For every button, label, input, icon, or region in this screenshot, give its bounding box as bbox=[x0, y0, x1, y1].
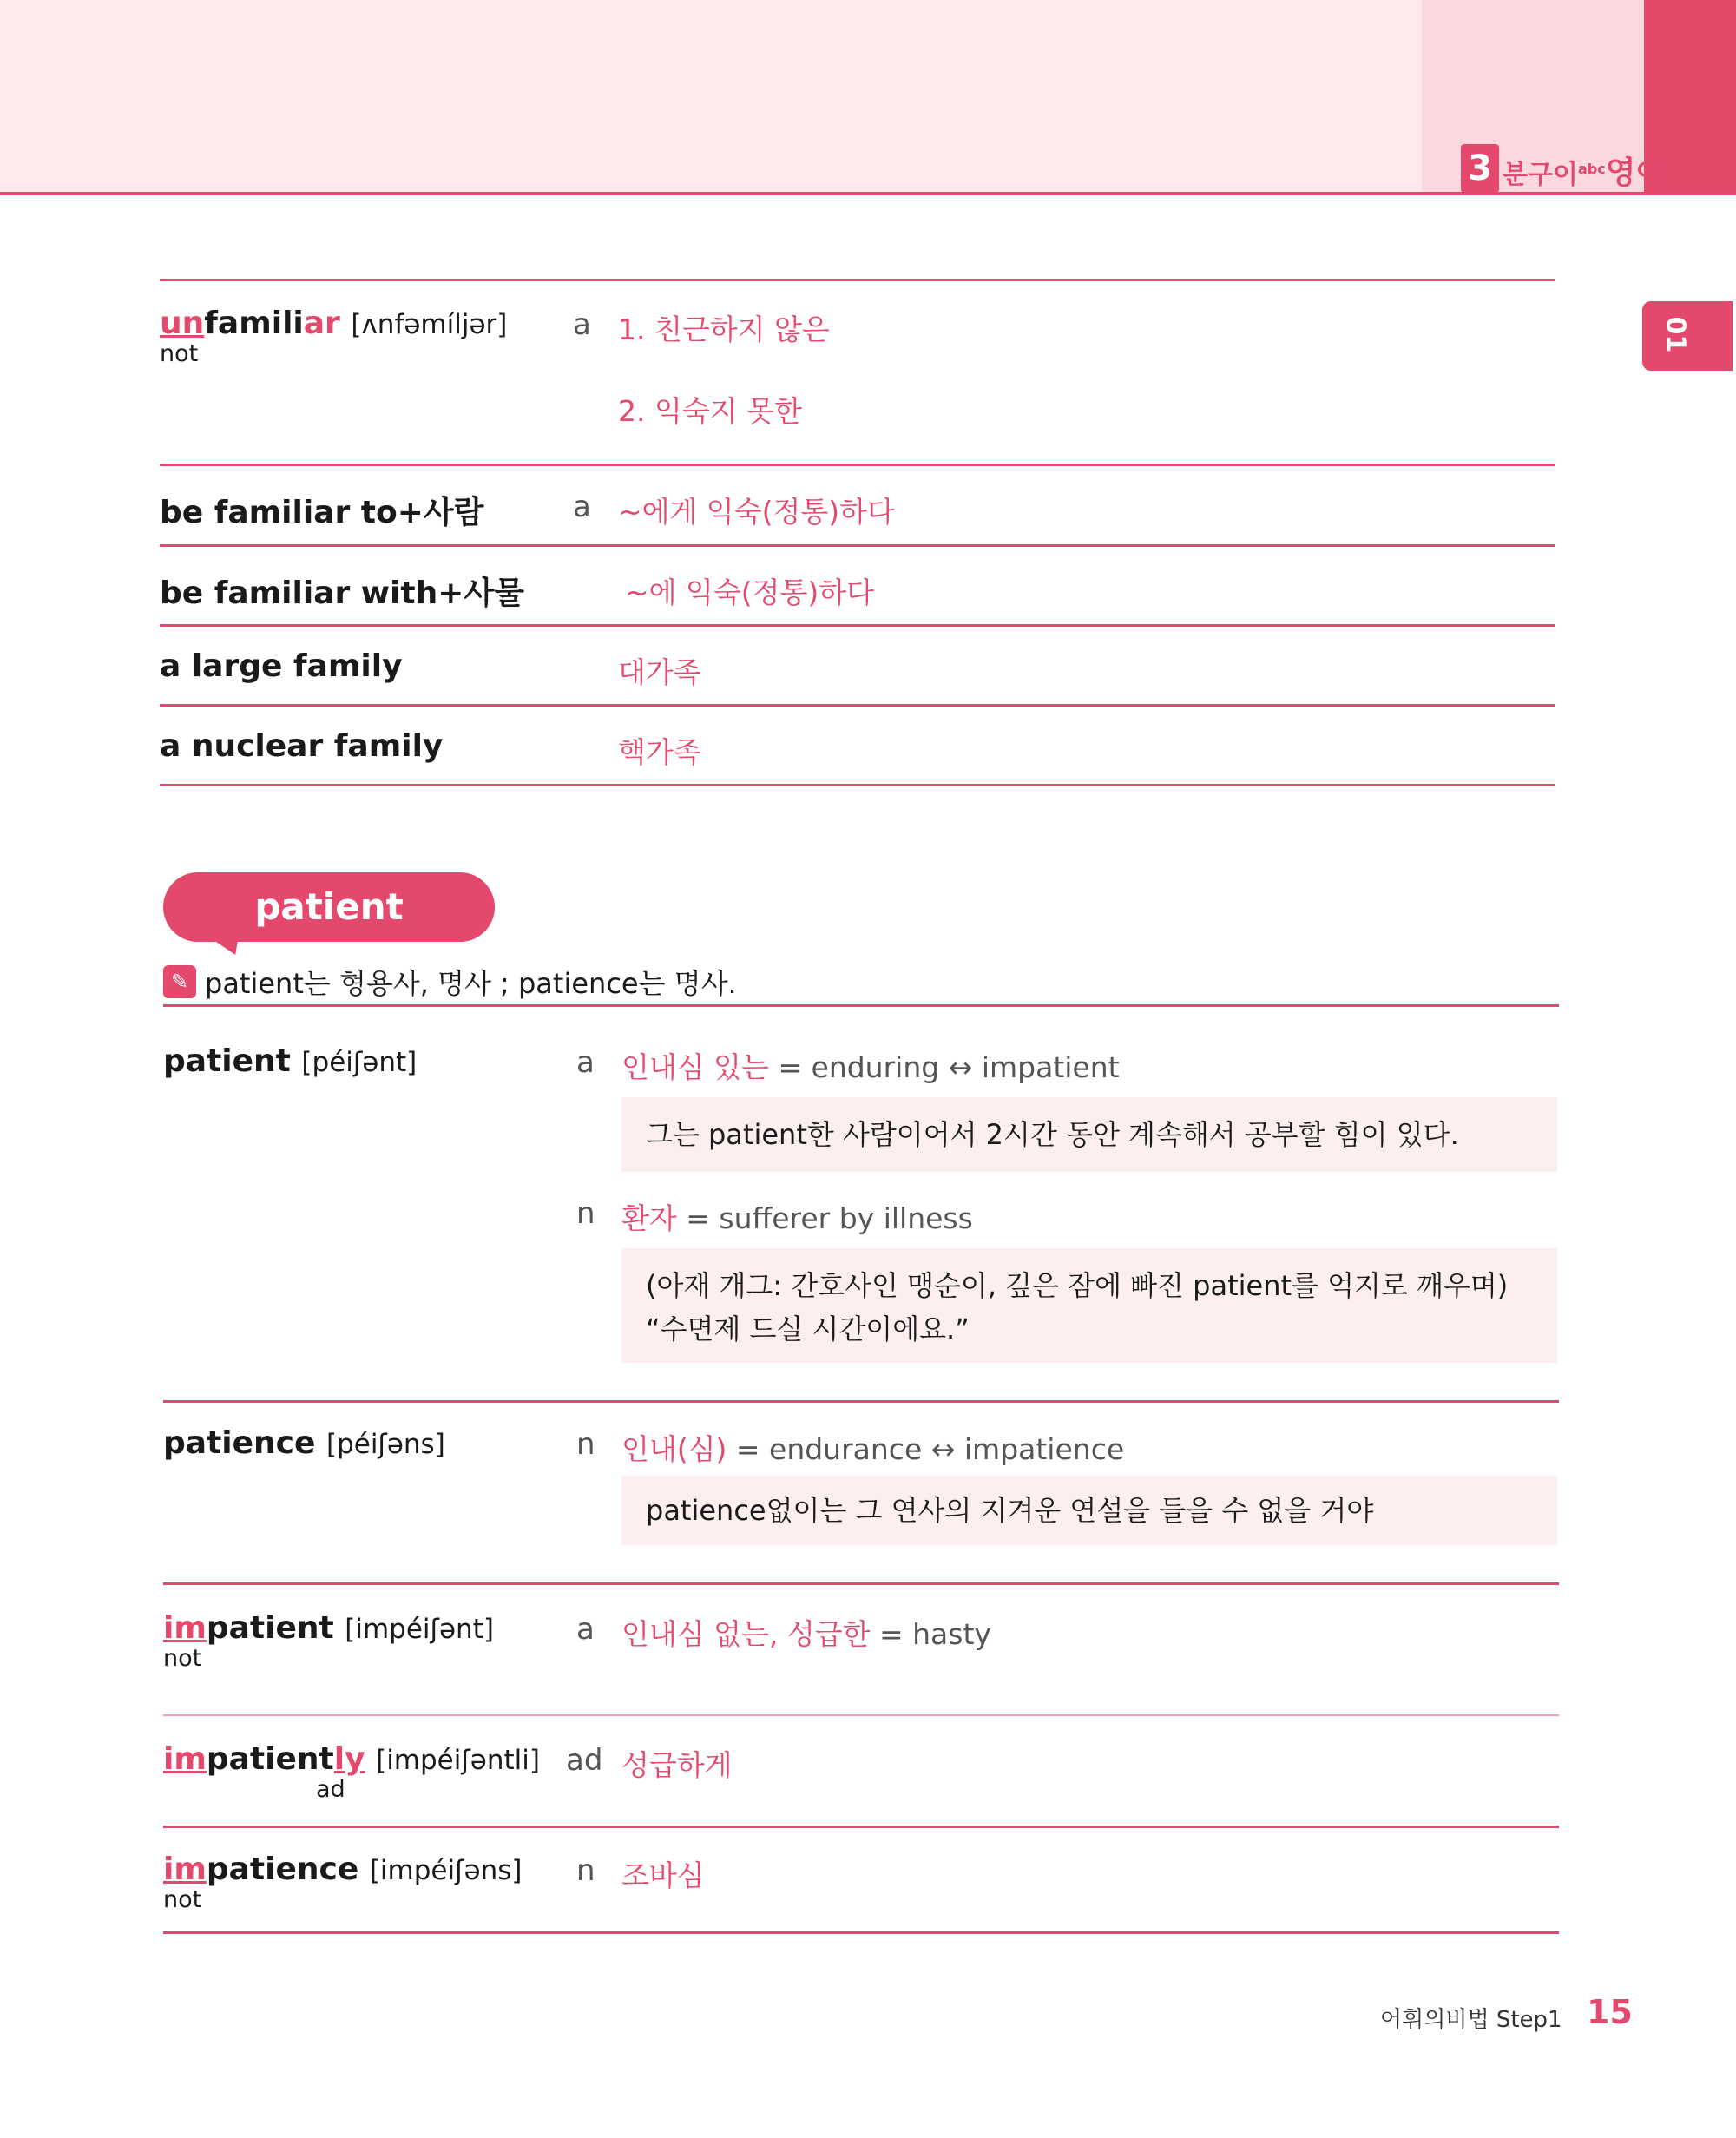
sense bbox=[621, 1045, 1120, 1086]
word-stem: famili bbox=[204, 306, 304, 341]
book-title: 어휘의비법 Step1 bbox=[1380, 2007, 1562, 2033]
logo-small: abc bbox=[1577, 161, 1606, 177]
entry-patience bbox=[163, 1425, 445, 1461]
logo-text: 분구이 bbox=[1503, 160, 1578, 190]
part-of-speech: a bbox=[576, 1612, 595, 1647]
page-number: 15 bbox=[1587, 1993, 1633, 2031]
entry-patient bbox=[163, 1043, 417, 1079]
phonetic: [impéiʃəntli] bbox=[376, 1745, 540, 1776]
synonym: = sufferer by illness bbox=[676, 1201, 973, 1235]
part-of-speech: a bbox=[573, 490, 591, 524]
divider bbox=[163, 1714, 1559, 1716]
part-of-speech: n bbox=[576, 1853, 595, 1888]
divider bbox=[160, 784, 1555, 786]
prefix: im bbox=[163, 1610, 207, 1646]
prefix: im bbox=[163, 1852, 207, 1887]
divider bbox=[163, 1004, 1559, 1007]
part-of-speech: ad bbox=[566, 1743, 603, 1778]
part-of-speech: a bbox=[573, 307, 591, 342]
divider bbox=[160, 704, 1555, 707]
headword: patience bbox=[163, 1425, 316, 1461]
entry-phrase: a nuclear family bbox=[160, 728, 444, 764]
entry-impatient bbox=[163, 1610, 494, 1646]
meaning: 성급하게 bbox=[621, 1748, 733, 1782]
divider bbox=[163, 1400, 1559, 1403]
example-line: “수면제 드실 시간이에요.” bbox=[646, 1312, 970, 1345]
headword: patient bbox=[163, 1043, 291, 1079]
prefix: im bbox=[163, 1741, 207, 1777]
logo-big: 영어 bbox=[1605, 155, 1667, 191]
meaning: ~에 익숙(정통)하다 bbox=[625, 576, 875, 609]
synonym-antonym: = enduring ↔ impatient bbox=[768, 1050, 1120, 1084]
entry-impatience bbox=[163, 1852, 522, 1887]
part-of-speech: a bbox=[576, 1045, 595, 1080]
sense bbox=[621, 1612, 991, 1653]
prefix-note: not bbox=[160, 340, 199, 367]
sense bbox=[621, 1196, 973, 1237]
megaphone-icon: ✎ bbox=[163, 965, 196, 998]
meaning: 인내(심) bbox=[621, 1432, 727, 1466]
word-stem: patience bbox=[206, 1852, 359, 1887]
meaning: 핵가족 bbox=[618, 735, 701, 769]
phonetic: [impéiʃəns] bbox=[369, 1855, 523, 1886]
suffix-note: ad bbox=[316, 1776, 345, 1803]
divider bbox=[160, 464, 1555, 466]
part-of-speech: n bbox=[576, 1196, 595, 1231]
meaning: 환자 bbox=[621, 1201, 677, 1235]
entry-unfamiliar bbox=[160, 306, 507, 341]
example-line: (아재 개그: 간호사인 맹순이, 깊은 잠에 빠진 patient를 억지로 깨우며) bbox=[646, 1269, 1509, 1302]
phonetic: [péiʃənt] bbox=[301, 1047, 418, 1078]
divider bbox=[163, 1582, 1559, 1585]
prefix-note: not bbox=[163, 1645, 202, 1672]
meaning: 2. 익숙지 못한 bbox=[618, 394, 802, 428]
logo-number: 3 bbox=[1461, 144, 1499, 193]
meaning: ~에게 익숙(정통)하다 bbox=[618, 495, 895, 529]
entry-phrase: be familiar with+사물 bbox=[160, 576, 524, 611]
sense bbox=[621, 1427, 1124, 1468]
chapter-tab[interactable] bbox=[1642, 301, 1733, 371]
divider bbox=[163, 1931, 1559, 1934]
meaning: 조바심 bbox=[621, 1858, 705, 1892]
example-sentence: 그는 patient한 사람이어서 2시간 동안 계속해서 공부할 힘이 있다. bbox=[646, 1118, 1459, 1151]
prefix-note: not bbox=[163, 1886, 202, 1913]
example-box bbox=[621, 1248, 1557, 1363]
brand-logo bbox=[1461, 139, 1666, 193]
word-stem: patient bbox=[206, 1610, 334, 1646]
suffix: ly bbox=[333, 1741, 365, 1777]
section-note: patient는 형용사, 명사 ; patience는 명사. bbox=[205, 967, 737, 1000]
part-of-speech: n bbox=[576, 1427, 595, 1462]
prefix: un bbox=[160, 306, 205, 341]
divider bbox=[160, 544, 1555, 547]
example-box bbox=[621, 1097, 1557, 1172]
phonetic: [impéiʃənt] bbox=[345, 1614, 494, 1645]
suffix: ar bbox=[303, 306, 340, 341]
section-title-bubble: patient bbox=[163, 872, 495, 942]
example-sentence: patience없이는 그 연사의 지겨운 연설을 들을 수 없을 거야 bbox=[646, 1494, 1374, 1527]
chapter-tab-label: 01 bbox=[1660, 316, 1691, 353]
header-band bbox=[0, 0, 1422, 194]
synonym: = hasty bbox=[870, 1617, 991, 1651]
entry-impatiently bbox=[163, 1741, 540, 1777]
entry-phrase: be familiar to+사람 bbox=[160, 495, 484, 530]
meaning: 인내심 있는 bbox=[621, 1050, 769, 1084]
entry-phrase: a large family bbox=[160, 648, 403, 684]
divider bbox=[160, 624, 1555, 627]
phonetic: [péiʃəns] bbox=[326, 1429, 445, 1460]
divider bbox=[163, 1826, 1559, 1828]
meaning: 1. 친근하지 않은 bbox=[618, 312, 830, 346]
meaning: 대가족 bbox=[618, 655, 701, 689]
divider bbox=[160, 279, 1555, 281]
example-box bbox=[621, 1476, 1557, 1545]
synonym-antonym: = endurance ↔ impatience bbox=[727, 1432, 1125, 1466]
phonetic: [ʌnfəmíljər] bbox=[351, 309, 508, 340]
word-stem: patient bbox=[206, 1741, 334, 1777]
meaning: 인내심 없는, 성급한 bbox=[621, 1617, 871, 1651]
